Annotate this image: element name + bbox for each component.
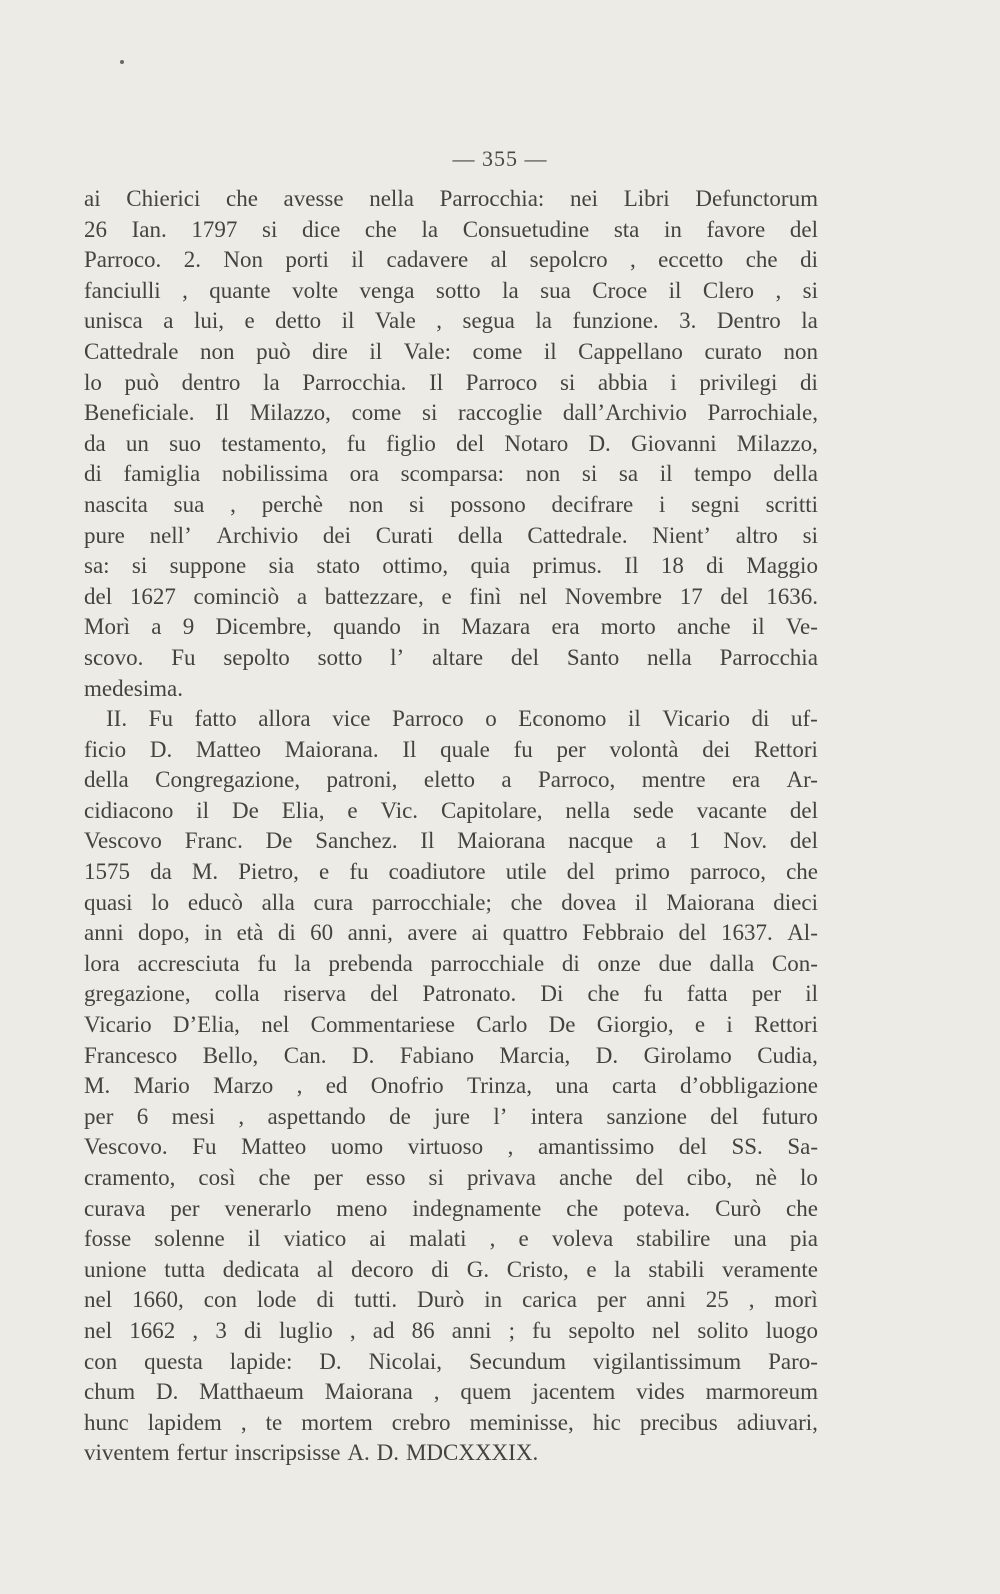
text-line: unisca a lui, e detto il Vale , segua la funzione. 3. Dentro la [84, 308, 818, 334]
text-line: hunc lapidem , te mortem crebro meminisse, hic precibus adiuvari, [84, 1409, 818, 1435]
text-line: Morì a 9 Dicembre, quando in Mazara era morto anche il Ve- [84, 614, 818, 640]
paragraph-2 [84, 704, 818, 1469]
text-line: 26 Ian. 1797 si dice che la Consuetudine sta in favore del [84, 216, 818, 242]
text-line: curava per venerarlo meno indegnamente che poteva. Curò che [84, 1195, 818, 1221]
text-line: chum D. Matthaeum Maiorana , quem jacentem vides marmoreum [84, 1379, 818, 1405]
text-line: del 1627 cominciò a battezzare, e finì nel Novembre 17 del 1636. [84, 583, 818, 609]
text-line: 1575 da M. Pietro, e fu coadiutore utile del primo parroco, che [84, 859, 818, 885]
text-line: Beneficiale. Il Milazzo, come si raccoglie dall’Archivio Parrochiale, [84, 400, 818, 426]
text-line: per 6 mesi , aspettando de jure l’ intera sanzione del futuro [84, 1103, 818, 1129]
text-line: da un suo testamento, fu figlio del Notaro D. Giovanni Milazzo, [84, 430, 818, 456]
text-line: Vicario D’Elia, nel Commentariese Carlo De Giorgio, e i Rettori [84, 1012, 818, 1038]
ink-speck [120, 60, 124, 64]
text-line: fanciulli , quante volte venga sotto la sua Croce il Clero , si [84, 277, 818, 303]
text-line: scovo. Fu sepolto sotto l’ altare del Santo nella Parrocchia [84, 644, 818, 670]
text-line: nel 1662 , 3 di luglio , ad 86 anni ; fu sepolto nel solito luogo [84, 1317, 818, 1343]
text-line: quasi lo educò alla cura parrocchiale; che dovea il Maiorana dieci [84, 889, 818, 915]
text-line: II. Fu fatto allora vice Parroco o Economo il Vicario di uf- [106, 706, 818, 732]
text-line: cramento, così che per esso si privava anche del cibo, nè lo [84, 1165, 818, 1190]
text-line: pure nell’ Archivio dei Curati della Cattedrale. Nient’ altro si [84, 522, 818, 548]
text-line: Francesco Bello, Can. D. Fabiano Marcia, D. Girolamo Cudia, [84, 1042, 818, 1068]
paragraph-1 [84, 184, 818, 704]
text-line: sa: si suppone sia stato ottimo, quia primus. Il 18 di Maggio [84, 553, 818, 579]
text-line: unione tutta dedicata al decoro di G. Cristo, e la stabili veramente [84, 1256, 818, 1282]
text-line: medesima. [84, 675, 183, 701]
text-line: Vescovo. Fu Matteo uomo virtuoso , amantissimo del SS. Sa- [84, 1134, 818, 1160]
body-text [84, 184, 818, 1469]
text-line: lora accresciuta fu la prebenda parrocchiale di onze due dalla Con- [84, 950, 818, 976]
text-line: con questa lapide: D. Nicolai, Secundum vigilantissimum Paro- [84, 1348, 818, 1374]
page-number: — 355 — [452, 146, 548, 171]
text-line: della Congregazione, patroni, eletto a Parroco, mentre era Ar- [84, 767, 818, 793]
text-line: gregazione, colla riserva del Patronato. Di che fu fatta per il [84, 981, 818, 1007]
text-line: lo può dentro la Parrocchia. Il Parroco si abbia i privilegi di [84, 369, 818, 395]
text-line: anni dopo, in età di 60 anni, avere ai quattro Febbraio del 1637. Al- [84, 920, 818, 946]
text-line: M. Mario Marzo , ed Onofrio Trinza, una carta d’obbligazione [84, 1073, 818, 1099]
text-line: ficio D. Matteo Maiorana. Il quale fu per volontà dei Rettori [84, 736, 818, 762]
text-line: Cattedrale non può dire il Vale: come il Cappellano curato non [84, 338, 818, 364]
text-line: di famiglia nobilissima ora scomparsa: non si sa il tempo della [84, 461, 818, 487]
text-line: ai Chierici che avesse nella Parrocchia: nei Libri Defunctorum [84, 186, 818, 211]
text-line: cidiacono il De Elia, e Vic. Capitolare, nella sede vacante del [84, 797, 818, 823]
text-line: Vescovo Franc. De Sanchez. Il Maiorana nacque a 1 Nov. del [84, 828, 818, 854]
text-line: viventem fertur inscripsisse A. D. MDCXXXIX. [84, 1440, 539, 1466]
text-line: nascita sua , perchè non si possono decifrare i segni scritti [84, 491, 818, 517]
text-line: fosse solenne il viatico ai malati , e voleva stabilire una pia [84, 1226, 818, 1252]
text-line: Parroco. 2. Non porti il cadavere al sepolcro , eccetto che di [84, 247, 818, 273]
text-line: nel 1660, con lode di tutti. Durò in carica per anni 25 , morì [84, 1287, 818, 1313]
